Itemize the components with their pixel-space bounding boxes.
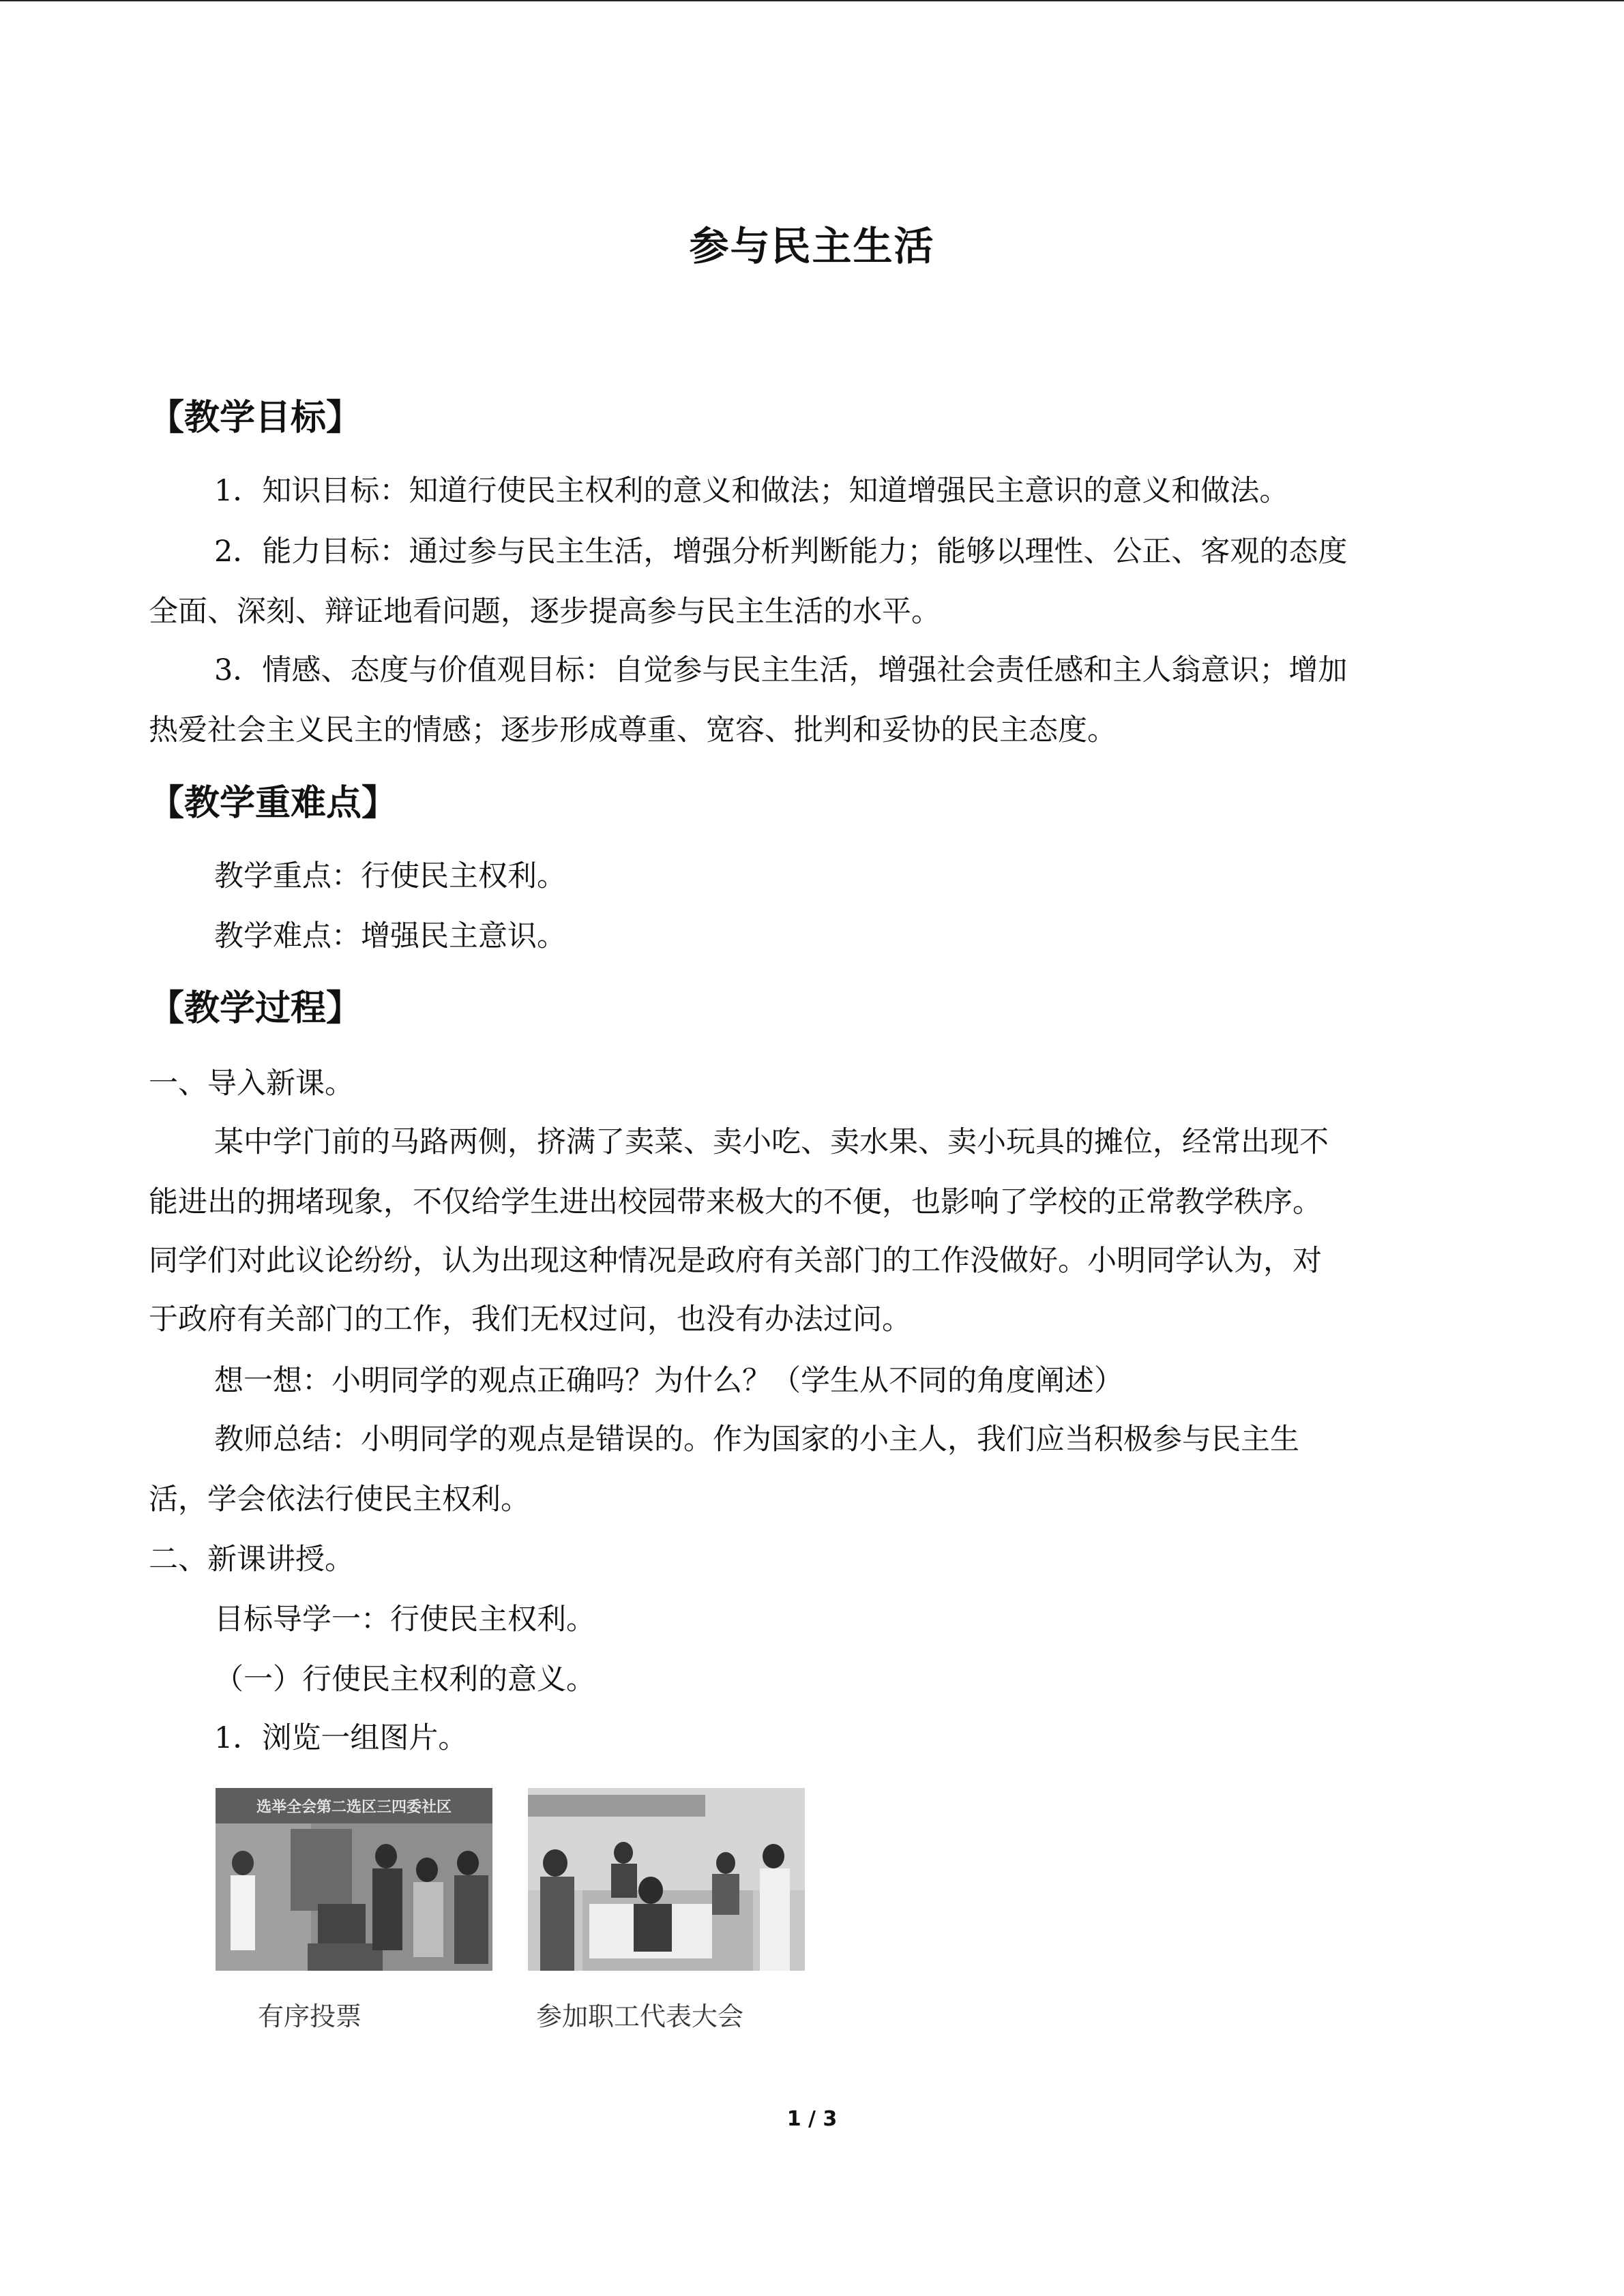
- process-question-line: 想一想：小明同学的观点正确吗？为什么？（学生从不同的角度阐述）: [214, 1364, 1123, 1398]
- section-heading-process: 【教学过程】: [149, 988, 362, 1029]
- process-summary-line-2: 活，学会依法行使民主权利。: [149, 1482, 530, 1517]
- section-heading-key-points: 【教学重难点】: [149, 783, 398, 824]
- process-summary-line-1: 教师总结：小明同学的观点是错误的。作为国家的小主人，我们应当积极参与民主生: [214, 1422, 1299, 1457]
- voting-banner-text: 选举全会第二选区三四委社区: [256, 1799, 452, 1816]
- document-title: 参与民主生活: [689, 223, 935, 269]
- workers-congress-photo-caption: 参加职工代表大会: [536, 2001, 744, 2031]
- process-goal-line: 目标导学一：行使民主权利。: [214, 1602, 595, 1637]
- process-step-2-title: 二、新课讲授。: [149, 1542, 354, 1577]
- process-browse-line: 1．浏览一组图片。: [214, 1721, 468, 1755]
- process-subsection-line: （一）行使民主权利的意义。: [214, 1663, 595, 1697]
- process-paragraph-line-1: 某中学门前的马路两侧，挤满了卖菜、卖小吃、卖水果、卖小玩具的摊位，经常出现不: [214, 1125, 1329, 1159]
- objective-line-1: 1．知识目标：知道行使民主权利的意义和做法；知道增强民主意识的意义和做法。: [214, 474, 1289, 508]
- process-paragraph-line-4: 于政府有关部门的工作，我们无权过问，也没有办法过问。: [149, 1302, 911, 1337]
- objective-line-3-cont: 热爱社会主义民主的情感；逐步形成尊重、宽容、批判和妥协的民主态度。: [149, 713, 1117, 747]
- page-number: 1 / 3: [786, 2107, 838, 2131]
- workers-congress-photo: [528, 1788, 805, 1971]
- objective-line-2-cont: 全面、深刻、辩证地看问题，逐步提高参与民主生活的水平。: [149, 595, 941, 629]
- section-heading-objectives: 【教学目标】: [149, 398, 362, 438]
- voting-photo: [216, 1788, 492, 1971]
- objective-line-2: 2．能力目标：通过参与民主生活，增强分析判断能力；能够以理性、公正、客观的态度: [214, 535, 1348, 569]
- process-step-1-title: 一、导入新课。: [149, 1067, 354, 1101]
- objective-line-3: 3．情感、态度与价值观目标：自觉参与民主生活，增强社会责任感和主人翁意识；增加: [214, 653, 1348, 687]
- difficult-point-line: 教学难点：增强民主意识。: [214, 919, 566, 953]
- process-paragraph-line-3: 同学们对此议论纷纷，认为出现这种情况是政府有关部门的工作没做好。小明同学认为，对: [149, 1244, 1322, 1278]
- key-point-line: 教学重点：行使民主权利。: [214, 859, 566, 893]
- process-paragraph-line-2: 能进出的拥堵现象，不仅给学生进出校园带来极大的不便，也影响了学校的正常教学秩序。: [149, 1185, 1322, 1219]
- voting-photo-caption: 有序投票: [258, 2001, 362, 2031]
